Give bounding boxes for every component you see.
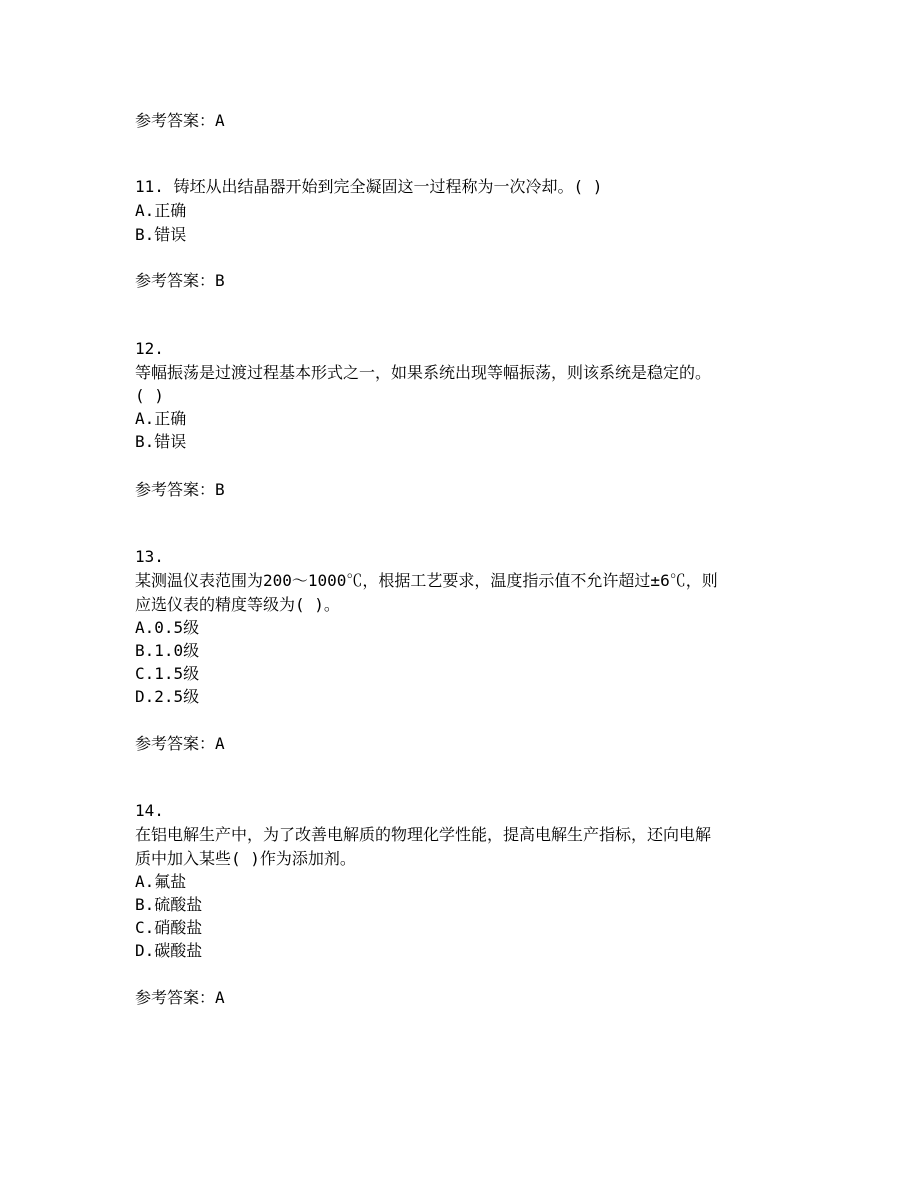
q12-number: 12. xyxy=(135,339,164,358)
q14-option-d: D.碳酸盐 xyxy=(135,941,203,960)
q13-option-a: A.0.5级 xyxy=(135,618,200,637)
answer-q13 xyxy=(135,732,225,756)
q12-option-a: A.正确 xyxy=(135,409,187,428)
q14-option-a: A.氟盐 xyxy=(135,872,187,891)
answer-value: B xyxy=(215,480,225,499)
q12-stem-line2: ( ) xyxy=(135,386,164,405)
q13-number: 13. xyxy=(135,547,164,566)
answer-prev xyxy=(135,109,225,133)
answer-value: B xyxy=(215,271,225,290)
answer-label: 参考答案： xyxy=(135,988,216,1007)
answer-value: A xyxy=(215,111,225,130)
answer-label: 参考答案： xyxy=(135,111,216,130)
q14-number: 14. xyxy=(135,801,164,820)
q14-option-b: B.硫酸盐 xyxy=(135,895,203,914)
q14-option-c: C.硝酸盐 xyxy=(135,918,203,937)
answer-value: A xyxy=(215,734,225,753)
q13-stem-line1: 某测温仪表范围为200～1000℃，根据工艺要求，温度指示值不允许超过±6℃，则 xyxy=(135,571,718,590)
answer-label: 参考答案： xyxy=(135,734,216,753)
q13-option-d: D.2.5级 xyxy=(135,687,200,706)
answer-q11 xyxy=(135,269,225,293)
answer-q12 xyxy=(135,478,225,502)
q13-option-c: C.1.5级 xyxy=(135,664,200,683)
answer-q14 xyxy=(135,986,225,1010)
q13-option-b: B.1.0级 xyxy=(135,641,200,660)
q12-option-b: B.错误 xyxy=(135,432,187,451)
q11-stem: 11. 铸坯从出结晶器开始到完全凝固这一过程称为一次冷却。( ) xyxy=(135,177,603,196)
q13-stem-line2: 应选仪表的精度等级为( )。 xyxy=(135,595,340,614)
q14-stem-line2: 质中加入某些( )作为添加剂。 xyxy=(135,849,356,868)
q11-option-b: B.错误 xyxy=(135,225,187,244)
q12-stem-line1: 等幅振荡是过渡过程基本形式之一，如果系统出现等幅振荡，则该系统是稳定的。 xyxy=(135,363,712,382)
q11-option-a: A.正确 xyxy=(135,201,187,220)
q14-stem-line1: 在铝电解生产中，为了改善电解质的物理化学性能，提高电解生产指标，还向电解 xyxy=(135,825,712,844)
answer-value: A xyxy=(215,988,225,1007)
answer-label: 参考答案： xyxy=(135,480,216,499)
answer-label: 参考答案： xyxy=(135,271,216,290)
